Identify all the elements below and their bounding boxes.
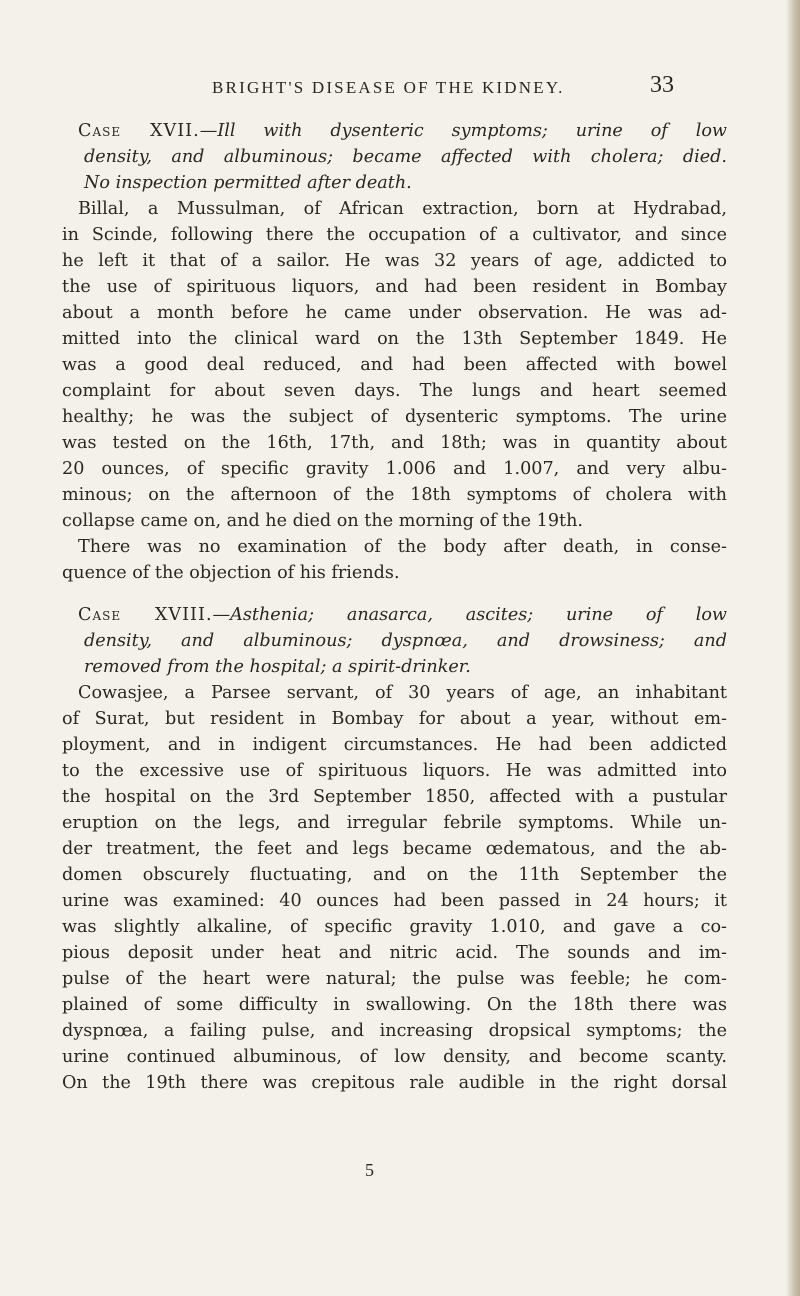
case-18-body-line: was slightly alkaline, of specific gravity 1.010, and gave a co- [62, 917, 727, 937]
case-18-body-line: dyspnœa, a failing pulse, and increasing dropsical symptoms; the [62, 1021, 727, 1041]
case-17-label: Case XVII. [78, 121, 200, 141]
case-18-body-line: Cowasjee, a Parsee servant, of 30 years of age, an inhabitant [78, 683, 727, 703]
case-17-body-line: 20 ounces, of specific gravity 1.006 and 1.007, and very albu- [62, 459, 727, 479]
case-18-body-line: domen obscurely fluctuating, and on the 11th September the [62, 865, 727, 885]
case-17-title-line: No inspection permitted after death. [84, 173, 412, 193]
case-18-title-line: density, and albuminous; dyspnœa, and drowsiness; and [84, 631, 727, 651]
case-17-body-line: There was no examination of the body after death, in conse- [78, 537, 727, 557]
case-18-body-line: pious deposit under heat and nitric acid. The sounds and im- [62, 943, 727, 963]
case-18 [62, 602, 727, 1096]
case-17-heading-line [62, 118, 727, 144]
case-18-body-line: the hospital on the 3rd September 1850, affected with a pustular [62, 787, 727, 807]
case-17-body-line: quence of the objection of his friends. [62, 563, 400, 583]
case-18-body-line: ployment, and in indigent circumstances. He had been addicted [62, 735, 727, 755]
case-17-body-line: was tested on the 16th, 17th, and 18th; was in quantity about [62, 433, 727, 453]
case-18-body-line: plained of some difficulty in swallowing. On the 18th there was [62, 995, 727, 1015]
case-18-body-line: to the excessive use of spirituous liquors. He was admitted into [62, 761, 727, 781]
page-number: 33 [650, 72, 674, 98]
case-17 [62, 118, 727, 586]
case-18-body-line: urine was examined: 40 ounces had been passed in 24 hours; it [62, 891, 727, 911]
page-edge-shadow [786, 0, 800, 1296]
case-17-body-line: minous; on the afternoon of the 18th symptoms of cholera with [62, 485, 727, 505]
case-18-body-line: eruption on the legs, and irregular febrile symptoms. While un- [62, 813, 727, 833]
case-18-body-line: On the 19th there was crepitous rale audible in the right dorsal [62, 1073, 727, 1093]
case-18-body-line: urine continued albuminous, of low density, and become scanty. [62, 1047, 727, 1067]
case-17-body-line: collapse came on, and he died on the morning of the 19th. [62, 511, 584, 531]
case-18-title-line: removed from the hospital; a spirit-drinker. [84, 657, 471, 677]
case-17-title-line: density, and albuminous; became affected with cholera; died. [84, 147, 727, 167]
case-18-heading-line [62, 602, 727, 628]
case-17-body-line: Billal, a Mussulman, of African extraction, born at Hydrabad, [78, 199, 727, 219]
case-18-title-line: —Asthenia; anasarca, ascites; urine of low [212, 605, 727, 625]
case-17-body-line: healthy; he was the subject of dysenteric symptoms. The urine [62, 407, 727, 427]
signature-mark: 5 [365, 1160, 374, 1180]
page-body [62, 118, 727, 1096]
case-17-title-line: —Ill with dysenteric symptoms; urine of low [199, 121, 727, 141]
running-title: BRIGHT'S DISEASE OF THE KIDNEY. [212, 78, 565, 97]
section-gap [62, 586, 727, 602]
case-17-body-line: mitted into the clinical ward on the 13th September 1849. He [62, 329, 727, 349]
case-18-body-line: der treatment, the feet and legs became œdematous, and the ab- [62, 839, 727, 859]
case-17-body-line: he left it that of a sailor. He was 32 years of age, addicted to [62, 251, 727, 271]
case-17-body-line: was a good deal reduced, and had been affected with bowel [62, 355, 727, 375]
case-18-body-line: pulse of the heart were natural; the pulse was feeble; he com- [62, 969, 727, 989]
case-17-body-line: complaint for about seven days. The lungs and heart seemed [62, 381, 727, 401]
case-17-body-line: the use of spirituous liquors, and had been resident in Bombay [62, 277, 727, 297]
case-18-body-line: of Surat, but resident in Bombay for about a year, without em- [62, 709, 727, 729]
case-17-body-line: in Scinde, following there the occupation of a cultivator, and since [62, 225, 727, 245]
case-17-body-line: about a month before he came under observation. He was ad- [62, 303, 727, 323]
case-18-label: Case XVIII. [78, 605, 213, 625]
